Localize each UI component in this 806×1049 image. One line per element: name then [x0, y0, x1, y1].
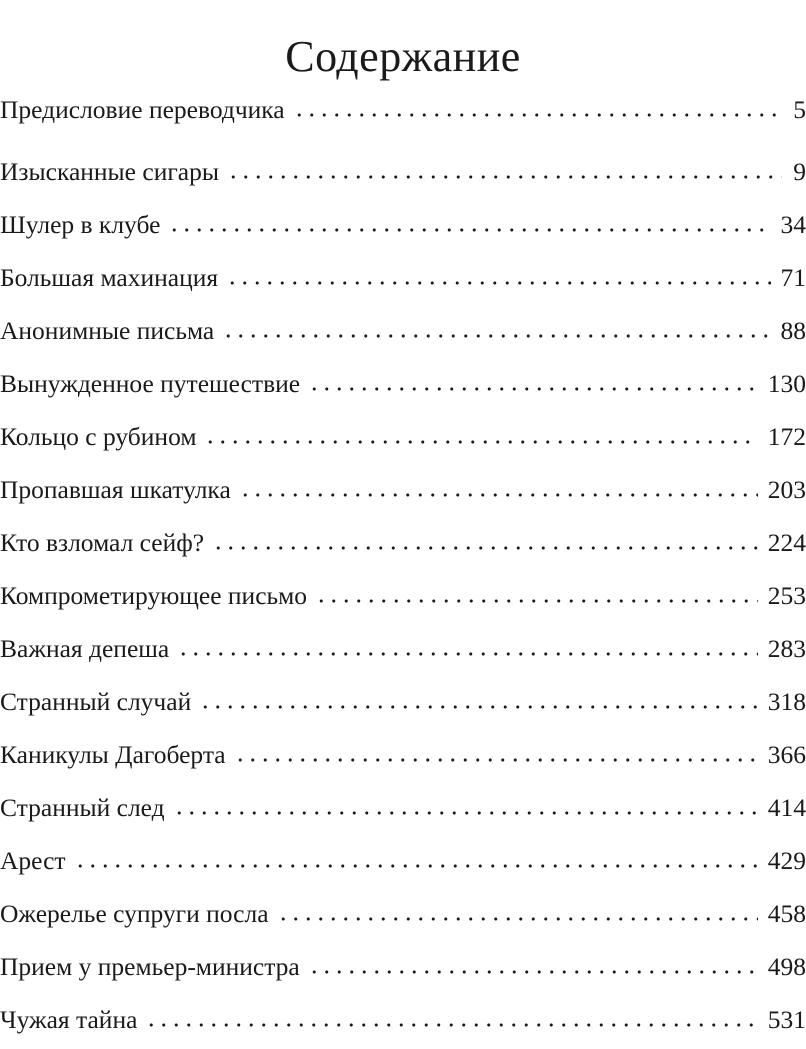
table-of-contents — [0, 86, 806, 1049]
toc-entry-page-number: 498 — [768, 943, 806, 991]
toc-entry-title: Странный случай — [0, 678, 191, 726]
dot-leader — [74, 864, 758, 868]
toc-entry-page-number: 88 — [781, 307, 806, 355]
toc-entry — [0, 466, 806, 519]
toc-entry — [0, 678, 806, 731]
toc-entry-title: Вынужденное путешествие — [0, 360, 300, 408]
toc-entry-title: Предисловие переводчика — [0, 86, 285, 134]
toc-entry — [0, 413, 806, 466]
toc-entry-title: Ожерелье супруги посла — [0, 890, 269, 938]
toc-entry-title: Каникулы Дагоберта — [0, 731, 226, 779]
dot-leader — [222, 334, 770, 338]
toc-entry-title: Компрометирующее письмо — [0, 572, 307, 620]
toc-entry — [0, 837, 806, 890]
toc-entry-page-number: 224 — [768, 519, 806, 567]
toc-entry-title: Важная депеша — [0, 625, 169, 673]
toc-entry-title: Анонимные письма — [0, 307, 214, 355]
toc-entry — [0, 201, 806, 254]
toc-entry — [0, 254, 806, 307]
toc-entry-page-number: 253 — [768, 572, 806, 620]
toc-entry-title: Прием у премьер-министра — [0, 943, 300, 991]
toc-entry-title: Кто взломал сейф? — [0, 519, 204, 567]
dot-leader — [277, 917, 758, 921]
toc-entry — [0, 731, 806, 784]
dot-leader — [168, 228, 770, 232]
toc-entry — [0, 86, 806, 148]
toc-entry — [0, 890, 806, 943]
toc-entry-page-number: 9 — [792, 148, 806, 196]
toc-entry — [0, 784, 806, 837]
toc-entry-title: Странный след — [0, 784, 165, 832]
page-title: Содержание — [0, 29, 806, 85]
toc-entry-page-number: 203 — [768, 466, 806, 514]
toc-entry-title: Чужая тайна — [0, 996, 137, 1044]
toc-entry — [0, 519, 806, 572]
dot-leader — [293, 113, 782, 117]
toc-entry-page-number: 458 — [768, 890, 806, 938]
dot-leader — [226, 281, 770, 285]
dot-leader — [239, 493, 758, 497]
toc-entry-title: Пропавшая шкатулка — [0, 466, 231, 514]
toc-entry-page-number: 283 — [768, 625, 806, 673]
dot-leader — [145, 1023, 757, 1027]
toc-entry — [0, 625, 806, 678]
toc-entry — [0, 148, 806, 201]
toc-entry-title: Кольцо с рубином — [0, 413, 196, 461]
dot-leader — [315, 599, 758, 603]
toc-entry — [0, 307, 806, 360]
toc-entry-title: Шулер в клубе — [0, 201, 160, 249]
dot-leader — [177, 652, 758, 656]
toc-entry-page-number: 429 — [768, 837, 806, 885]
toc-entry-title: Арест — [0, 837, 66, 885]
dot-leader — [173, 811, 758, 815]
dot-leader — [227, 175, 782, 179]
dot-leader — [234, 758, 758, 762]
dot-leader — [308, 970, 758, 974]
toc-entry-page-number: 366 — [768, 731, 806, 779]
toc-entry-page-number: 531 — [768, 996, 806, 1044]
toc-entry-title: Изысканные сигары — [0, 148, 219, 196]
toc-entry — [0, 360, 806, 413]
toc-entry-page-number: 130 — [768, 360, 806, 408]
toc-entry-page-number: 414 — [768, 784, 806, 832]
toc-entry-page-number: 5 — [792, 86, 806, 134]
toc-entry — [0, 572, 806, 625]
toc-entry-page-number: 34 — [781, 201, 806, 249]
toc-entry-page-number: 318 — [768, 678, 806, 726]
dot-leader — [204, 440, 757, 444]
dot-leader — [212, 546, 758, 550]
toc-entry — [0, 943, 806, 996]
dot-leader — [199, 705, 758, 709]
toc-entry — [0, 996, 806, 1049]
toc-entry-title: Большая махинация — [0, 254, 218, 302]
toc-entry-page-number: 172 — [768, 413, 806, 461]
toc-entry-page-number: 71 — [781, 254, 806, 302]
dot-leader — [308, 387, 758, 391]
